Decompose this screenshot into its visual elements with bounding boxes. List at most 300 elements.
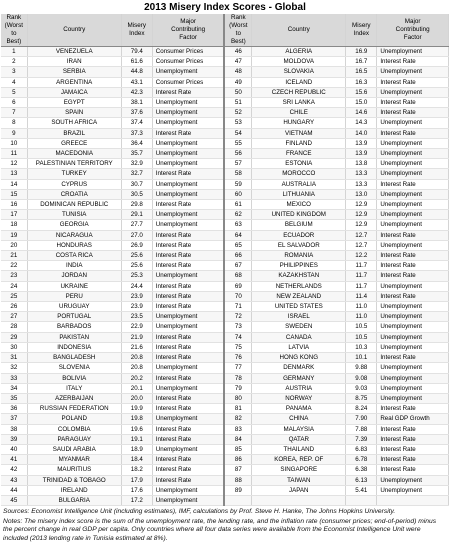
country-cell: KOREA, REP. OF <box>252 455 346 465</box>
country-cell: NICARAGUA <box>27 230 121 240</box>
country-cell: ICELAND <box>252 77 346 87</box>
rank-cell: 26 <box>1 302 27 312</box>
country-cell: AZERBAIJAN <box>27 393 121 403</box>
country-cell: THAILAND <box>252 444 346 454</box>
rank-cell: 44 <box>1 485 27 495</box>
rank-cell: 73 <box>224 322 251 332</box>
index-cell: 12.9 <box>346 220 377 230</box>
rank-cell: 21 <box>1 251 27 261</box>
rank-cell: 52 <box>224 108 251 118</box>
country-cell: TURKEY <box>27 169 121 179</box>
rank-cell: 87 <box>224 465 251 475</box>
index-cell <box>346 495 377 505</box>
index-cell: 25.3 <box>121 271 152 281</box>
rank-cell: 6 <box>1 98 27 108</box>
index-cell: 9.03 <box>346 383 377 393</box>
header-factor: Major Contributing Factor <box>377 14 449 47</box>
country-cell: CZECH REPUBLIC <box>252 87 346 97</box>
factor-cell: Unemployment <box>377 332 449 342</box>
factor-cell: Interest Rate <box>377 108 449 118</box>
factor-cell: Unemployment <box>152 159 224 169</box>
index-cell: 11.7 <box>346 281 377 291</box>
table-row <box>1 47 449 57</box>
index-cell: 7.88 <box>346 424 377 434</box>
table-row <box>1 322 449 332</box>
factor-cell: Unemployment <box>152 98 224 108</box>
factor-cell: Interest Rate <box>152 434 224 444</box>
country-cell: COSTA RICA <box>27 251 121 261</box>
index-cell: 19.9 <box>121 404 152 414</box>
factor-cell: Unemployment <box>377 342 449 352</box>
table-row <box>1 118 449 128</box>
factor-cell: Interest Rate <box>377 455 449 465</box>
factor-cell: Interest Rate <box>152 455 224 465</box>
factor-cell: Interest Rate <box>152 373 224 383</box>
factor-cell: Real GDP Growth <box>377 414 449 424</box>
rank-cell: 28 <box>1 322 27 332</box>
rank-cell: 70 <box>224 291 251 301</box>
rank-cell: 33 <box>1 373 27 383</box>
country-cell: GEORGIA <box>27 220 121 230</box>
index-cell: 9.08 <box>346 373 377 383</box>
index-cell: 42.3 <box>121 87 152 97</box>
country-cell: ROMANIA <box>252 251 346 261</box>
index-cell: 32.9 <box>121 159 152 169</box>
factor-cell: Interest Rate <box>152 302 224 312</box>
header-factor: Major Contributing Factor <box>152 14 224 47</box>
index-cell: 12.9 <box>346 210 377 220</box>
country-cell: IRELAND <box>27 485 121 495</box>
country-cell: SWEDEN <box>252 322 346 332</box>
rank-cell: 40 <box>1 444 27 454</box>
factor-cell: Unemployment <box>377 373 449 383</box>
index-cell: 10.5 <box>346 332 377 342</box>
index-cell: 25.6 <box>121 261 152 271</box>
country-cell: FINLAND <box>252 138 346 148</box>
index-cell: 5.41 <box>346 485 377 495</box>
rank-cell: 37 <box>1 414 27 424</box>
rank-cell: 3 <box>1 67 27 77</box>
table-row <box>1 230 449 240</box>
factor-cell: Interest Rate <box>377 404 449 414</box>
table-row <box>1 138 449 148</box>
rank-cell: 42 <box>1 465 27 475</box>
rank-cell: 47 <box>224 57 251 67</box>
factor-cell: Unemployment <box>152 444 224 454</box>
rank-cell: 2 <box>1 57 27 67</box>
header-index: Misery Index <box>346 14 377 47</box>
index-cell: 38.1 <box>121 98 152 108</box>
factor-cell: Unemployment <box>152 312 224 322</box>
factor-cell: Unemployment <box>377 240 449 250</box>
factor-cell: Unemployment <box>377 159 449 169</box>
index-cell: 37.4 <box>121 118 152 128</box>
rank-cell: 74 <box>224 332 251 342</box>
country-cell: SLOVENIA <box>27 363 121 373</box>
factor-cell: Unemployment <box>152 210 224 220</box>
table-row <box>1 475 449 485</box>
rank-cell: 46 <box>224 47 251 57</box>
index-cell: 9.88 <box>346 363 377 373</box>
factor-cell: Interest Rate <box>377 230 449 240</box>
factor-cell: Unemployment <box>377 485 449 495</box>
index-cell: 44.8 <box>121 67 152 77</box>
country-cell: MYANMAR <box>27 455 121 465</box>
country-cell: UKRAINE <box>27 281 121 291</box>
factor-cell: Unemployment <box>377 302 449 312</box>
country-cell: MEXICO <box>252 200 346 210</box>
country-cell: MAURITIUS <box>27 465 121 475</box>
factor-cell: Unemployment <box>377 47 449 57</box>
index-cell: 21.9 <box>121 332 152 342</box>
index-cell: 25.6 <box>121 251 152 261</box>
factor-cell: Interest Rate <box>377 261 449 271</box>
country-cell: PERU <box>27 291 121 301</box>
table-row <box>1 414 449 424</box>
factor-cell: Interest Rate <box>377 57 449 67</box>
rank-cell: 83 <box>224 424 251 434</box>
rank-cell: 82 <box>224 414 251 424</box>
country-cell: IRAN <box>27 57 121 67</box>
rank-cell: 77 <box>224 363 251 373</box>
country-cell: GERMANY <box>252 373 346 383</box>
country-cell: PARAGUAY <box>27 434 121 444</box>
index-cell: 35.7 <box>121 149 152 159</box>
factor-cell: Interest Rate <box>152 87 224 97</box>
rank-cell: 29 <box>1 332 27 342</box>
rank-cell: 39 <box>1 434 27 444</box>
country-cell: ARGENTINA <box>27 77 121 87</box>
table-row <box>1 291 449 301</box>
factor-cell: Unemployment <box>377 200 449 210</box>
rank-cell: 62 <box>224 210 251 220</box>
index-cell: 37.3 <box>121 128 152 138</box>
index-cell: 7.39 <box>346 434 377 444</box>
header-country: Country <box>252 14 346 47</box>
rank-cell: 10 <box>1 138 27 148</box>
rank-cell: 60 <box>224 189 251 199</box>
table-row <box>1 179 449 189</box>
rank-cell: 36 <box>1 404 27 414</box>
factor-cell: Interest Rate <box>152 230 224 240</box>
table-row <box>1 108 449 118</box>
index-cell: 30.5 <box>121 189 152 199</box>
index-cell: 19.1 <box>121 434 152 444</box>
country-cell: SAUDI ARABIA <box>27 444 121 454</box>
header-rank: Rank (Worst to Best) <box>1 14 27 47</box>
rank-cell: 71 <box>224 302 251 312</box>
index-cell: 12.2 <box>346 251 377 261</box>
factor-cell: Unemployment <box>377 312 449 322</box>
factor-cell: Interest Rate <box>152 291 224 301</box>
country-cell: GREECE <box>27 138 121 148</box>
index-cell: 17.6 <box>121 485 152 495</box>
country-cell: POLAND <box>27 414 121 424</box>
country-cell: NETHERLANDS <box>252 281 346 291</box>
factor-cell: Unemployment <box>377 383 449 393</box>
sources-note: Sources: Economist Intelligence Unit (including estimates), IMF, calculations by Prof. Steve H. Hanke, The Johns Hopkins University. <box>3 508 396 516</box>
factor-cell: Unemployment <box>377 169 449 179</box>
factor-cell: Unemployment <box>152 138 224 148</box>
factor-cell: Interest Rate <box>152 332 224 342</box>
table-row <box>1 383 449 393</box>
index-cell: 19.8 <box>121 414 152 424</box>
table-row <box>1 281 449 291</box>
country-cell: TAIWAN <box>252 475 346 485</box>
country-cell: JORDAN <box>27 271 121 281</box>
country-cell: MOLDOVA <box>252 57 346 67</box>
country-cell <box>252 495 346 505</box>
country-cell: TRINIDAD & TOBAGO <box>27 475 121 485</box>
factor-cell: Unemployment <box>377 363 449 373</box>
factor-cell: Interest Rate <box>377 179 449 189</box>
index-cell: 8.24 <box>346 404 377 414</box>
factor-cell: Interest Rate <box>152 261 224 271</box>
index-cell: 16.7 <box>346 57 377 67</box>
country-cell: ESTONIA <box>252 159 346 169</box>
country-cell: ECUADOR <box>252 230 346 240</box>
country-cell: INDONESIA <box>27 342 121 352</box>
index-cell: 6.78 <box>346 455 377 465</box>
country-cell: DENMARK <box>252 363 346 373</box>
country-cell: LITHUANIA <box>252 189 346 199</box>
factor-cell: Unemployment <box>377 189 449 199</box>
factor-cell: Interest Rate <box>377 444 449 454</box>
rank-cell: 58 <box>224 169 251 179</box>
country-cell: INDIA <box>27 261 121 271</box>
rank-cell: 1 <box>1 47 27 57</box>
rank-cell: 80 <box>224 393 251 403</box>
table-row <box>1 434 449 444</box>
rank-cell: 55 <box>224 138 251 148</box>
index-cell: 10.5 <box>346 322 377 332</box>
rank-cell: 63 <box>224 220 251 230</box>
factor-cell: Unemployment <box>377 138 449 148</box>
rank-cell: 17 <box>1 210 27 220</box>
factor-cell: Unemployment <box>152 149 224 159</box>
country-cell: ITALY <box>27 383 121 393</box>
rank-cell: 12 <box>1 159 27 169</box>
factor-cell: Unemployment <box>377 67 449 77</box>
country-cell: HONG KONG <box>252 353 346 363</box>
header-index: Misery Index <box>121 14 152 47</box>
index-cell: 22.9 <box>121 322 152 332</box>
index-cell: 11.0 <box>346 312 377 322</box>
index-cell: 16.3 <box>346 77 377 87</box>
factor-cell: Interest Rate <box>377 98 449 108</box>
factor-cell: Unemployment <box>377 281 449 291</box>
index-cell: 37.6 <box>121 108 152 118</box>
country-cell: NEW ZEALAND <box>252 291 346 301</box>
factor-cell: Interest Rate <box>377 271 449 281</box>
country-cell: CHINA <box>252 414 346 424</box>
index-cell: 17.2 <box>121 495 152 505</box>
country-cell: ISRAEL <box>252 312 346 322</box>
factor-cell: Unemployment <box>152 118 224 128</box>
index-cell: 13.9 <box>346 149 377 159</box>
rank-cell: 79 <box>224 383 251 393</box>
country-cell: SRI LANKA <box>252 98 346 108</box>
factor-cell: Interest Rate <box>377 77 449 87</box>
rank-cell <box>224 495 251 505</box>
index-cell: 13.3 <box>346 169 377 179</box>
rank-cell: 61 <box>224 200 251 210</box>
country-cell: BARBADOS <box>27 322 121 332</box>
country-cell: RUSSIAN FEDERATION <box>27 404 121 414</box>
rank-cell: 23 <box>1 271 27 281</box>
index-cell: 16.9 <box>346 47 377 57</box>
table-row <box>1 159 449 169</box>
index-cell: 27.0 <box>121 230 152 240</box>
rank-cell: 50 <box>224 87 251 97</box>
rank-cell: 72 <box>224 312 251 322</box>
index-cell: 12.7 <box>346 240 377 250</box>
table-row <box>1 404 449 414</box>
misery-index-document <box>1 0 449 544</box>
country-cell: AUSTRALIA <box>252 179 346 189</box>
rank-cell: 8 <box>1 118 27 128</box>
table-row <box>1 189 449 199</box>
country-cell: VENEZUELA <box>27 47 121 57</box>
factor-cell: Interest Rate <box>152 128 224 138</box>
rank-cell: 45 <box>1 495 27 505</box>
rank-cell: 48 <box>224 67 251 77</box>
country-cell: DOMINICAN REPUBLIC <box>27 200 121 210</box>
factor-cell: Interest Rate <box>152 424 224 434</box>
rank-cell: 64 <box>224 230 251 240</box>
index-cell: 24.4 <box>121 281 152 291</box>
country-cell: SLOVAKIA <box>252 67 346 77</box>
index-cell: 19.6 <box>121 424 152 434</box>
misery-index-table <box>1 14 449 506</box>
table-row <box>1 373 449 383</box>
index-cell: 16.5 <box>346 67 377 77</box>
country-cell: VIETNAM <box>252 128 346 138</box>
country-cell: HUNGARY <box>252 118 346 128</box>
header-rank: Rank (Worst to Best) <box>224 14 251 47</box>
index-cell: 17.9 <box>121 475 152 485</box>
factor-cell: Unemployment <box>152 414 224 424</box>
rank-cell: 65 <box>224 240 251 250</box>
rank-cell: 86 <box>224 455 251 465</box>
factor-cell: Interest Rate <box>152 465 224 475</box>
table-row <box>1 465 449 475</box>
country-cell: PALESTINIAN TERRITORY <box>27 159 121 169</box>
table-row <box>1 87 449 97</box>
index-cell: 11.7 <box>346 261 377 271</box>
factor-cell: Unemployment <box>377 87 449 97</box>
country-cell: HONDURAS <box>27 240 121 250</box>
country-cell: TUNISIA <box>27 210 121 220</box>
rank-cell: 19 <box>1 230 27 240</box>
index-cell: 10.1 <box>346 353 377 363</box>
table-row <box>1 98 449 108</box>
table-row <box>1 342 449 352</box>
table-row <box>1 200 449 210</box>
rank-cell: 31 <box>1 353 27 363</box>
index-cell: 14.3 <box>346 118 377 128</box>
index-cell: 18.4 <box>121 455 152 465</box>
country-cell: JAMAICA <box>27 87 121 97</box>
country-cell: NORWAY <box>252 393 346 403</box>
rank-cell: 54 <box>224 128 251 138</box>
rank-cell: 14 <box>1 179 27 189</box>
table-row <box>1 251 449 261</box>
index-cell: 15.0 <box>346 98 377 108</box>
rank-cell: 41 <box>1 455 27 465</box>
country-cell: UNITED STATES <box>252 302 346 312</box>
rank-cell: 76 <box>224 353 251 363</box>
rank-cell: 15 <box>1 189 27 199</box>
factor-cell: Unemployment <box>377 118 449 128</box>
index-cell: 29.1 <box>121 210 152 220</box>
index-cell: 18.2 <box>121 465 152 475</box>
factor-cell: Interest Rate <box>152 342 224 352</box>
country-cell: PORTUGAL <box>27 312 121 322</box>
rank-cell: 25 <box>1 291 27 301</box>
index-cell: 8.75 <box>346 393 377 403</box>
table-row <box>1 444 449 454</box>
country-cell: BANGLADESH <box>27 353 121 363</box>
index-cell: 20.2 <box>121 373 152 383</box>
country-cell: SINGAPORE <box>252 465 346 475</box>
table-row <box>1 67 449 77</box>
index-cell: 13.0 <box>346 189 377 199</box>
rank-cell: 38 <box>1 424 27 434</box>
factor-cell: Interest Rate <box>377 434 449 444</box>
index-cell: 15.6 <box>346 87 377 97</box>
rank-cell: 11 <box>1 149 27 159</box>
index-cell: 79.4 <box>121 47 152 57</box>
factor-cell: Unemployment <box>152 67 224 77</box>
index-cell: 13.8 <box>346 159 377 169</box>
country-cell: SPAIN <box>27 108 121 118</box>
factor-cell: Interest Rate <box>152 169 224 179</box>
factor-cell: Interest Rate <box>152 240 224 250</box>
index-cell: 36.4 <box>121 138 152 148</box>
rank-cell: 30 <box>1 342 27 352</box>
table-row <box>1 495 449 505</box>
index-cell: 32.7 <box>121 169 152 179</box>
country-cell: PANAMA <box>252 404 346 414</box>
factor-cell: Unemployment <box>152 495 224 505</box>
table-row <box>1 169 449 179</box>
index-cell: 21.6 <box>121 342 152 352</box>
factor-cell: Interest Rate <box>152 404 224 414</box>
factor-cell: Unemployment <box>377 220 449 230</box>
rank-cell: 89 <box>224 485 251 495</box>
index-cell: 13.3 <box>346 179 377 189</box>
table-row <box>1 363 449 373</box>
index-cell: 14.0 <box>346 128 377 138</box>
rank-cell: 4 <box>1 77 27 87</box>
factor-cell: Interest Rate <box>152 393 224 403</box>
index-cell: 18.9 <box>121 444 152 454</box>
rank-cell: 75 <box>224 342 251 352</box>
rank-cell: 78 <box>224 373 251 383</box>
table-row <box>1 353 449 363</box>
factor-cell: Unemployment <box>377 393 449 403</box>
table-row <box>1 261 449 271</box>
country-cell: SOUTH AFRICA <box>27 118 121 128</box>
table-row <box>1 271 449 281</box>
table-row <box>1 57 449 67</box>
factor-cell: Unemployment <box>377 149 449 159</box>
country-cell: PHILIPPINES <box>252 261 346 271</box>
index-cell: 23.9 <box>121 291 152 301</box>
country-cell: FRANCE <box>252 149 346 159</box>
table-title: 2013 Misery Index Scores - Global <box>144 2 306 13</box>
